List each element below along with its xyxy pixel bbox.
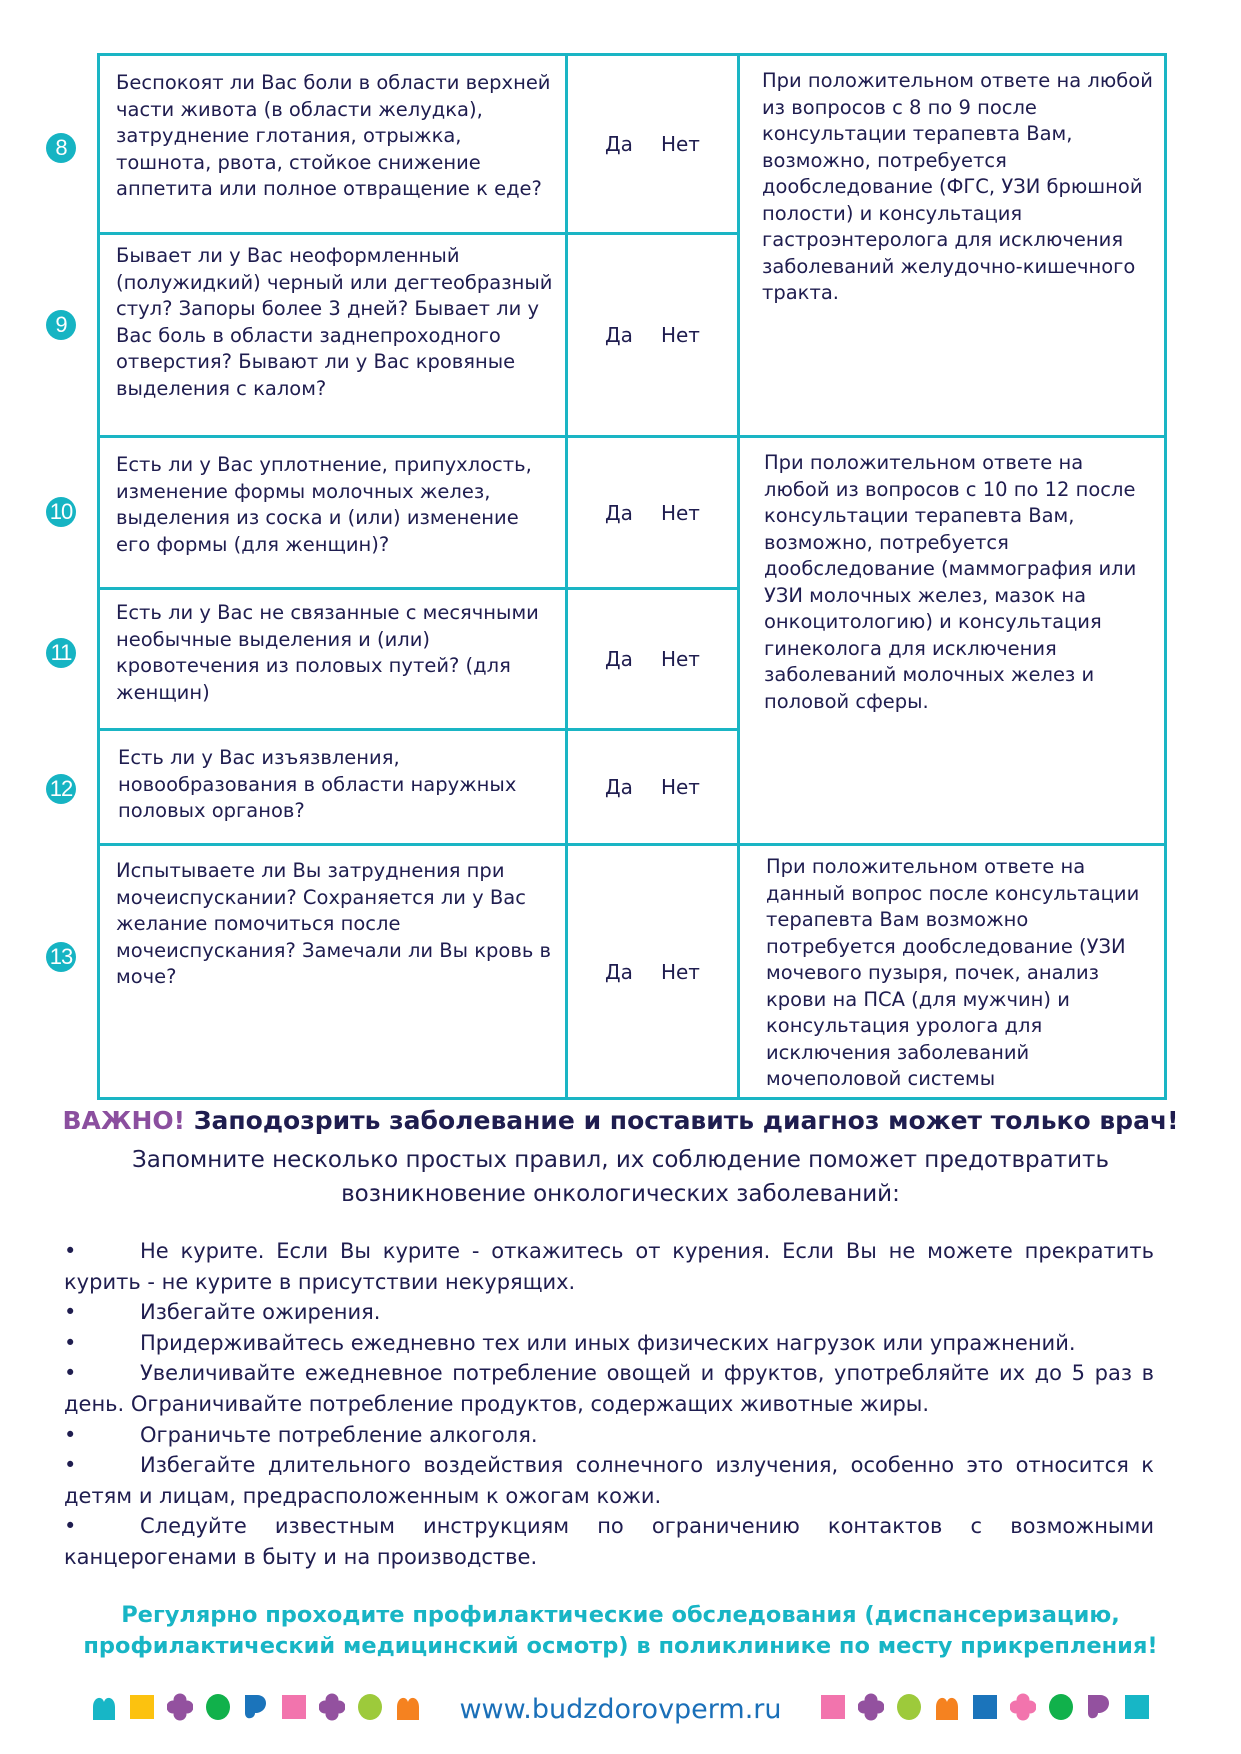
list-item (64, 1450, 1154, 1511)
bullet-icon: • (64, 1361, 77, 1386)
drop-shape-icon (243, 1693, 269, 1725)
prevention-rules-list (64, 1236, 1154, 1573)
answer-no[interactable]: Нет (660, 132, 700, 156)
answer-yes[interactable]: Да (605, 647, 633, 671)
question-number-badge: 13 (46, 942, 76, 972)
decorative-shapes-right (820, 1693, 1150, 1725)
answer-yes[interactable]: Да (605, 132, 633, 156)
rule-text: Ограничьте потребление алкоголя. (140, 1422, 538, 1447)
answer-choice (568, 731, 737, 843)
list-item (64, 1358, 1154, 1419)
list-item (64, 1297, 1154, 1328)
rule-text: Следуйте известным инструкциям по ограничению контактов с возможными канцерогенами в быту и на производстве. (64, 1514, 1154, 1569)
drop-shape-icon (1086, 1693, 1112, 1725)
square-shape-icon (1124, 1693, 1150, 1725)
decorative-shapes-left (91, 1693, 421, 1725)
cta-line: профилактический медицинский осмотр) в поликлинике по месту прикрепления! (83, 1633, 1158, 1659)
answer-yes[interactable]: Да (605, 323, 633, 347)
question-text: Беспокоят ли Вас боли в области верхней части живота (в области желудка), затруднение глотания, отрыжка, тошнота, рвота, стойкое снижение аппетита или полное отвращение к еде? (116, 71, 551, 200)
heart-shape-icon (934, 1693, 960, 1725)
answer-no[interactable]: Нет (660, 959, 700, 984)
question-text: Есть ли у Вас уплотнение, припухлость, изменение формы молочных желез, выделения из соска и (или) изменение его формы (для женщин)? (116, 453, 532, 556)
flower-shape-icon (1010, 1693, 1036, 1725)
question-text: Есть ли у Вас не связанные с месячными необычные выделения и (или) кровотечения из половых путей? (для женщин) (116, 601, 539, 704)
question-number-badge: 8 (46, 133, 76, 163)
rules-intro (0, 1143, 1241, 1211)
bullet-icon: • (64, 1330, 77, 1355)
list-item (64, 1420, 1154, 1451)
circle-shape-icon (205, 1693, 231, 1725)
answer-choice (568, 438, 737, 587)
bullet-icon: • (64, 1239, 77, 1263)
bullet-icon: • (64, 1453, 77, 1478)
bullet-icon: • (64, 1514, 77, 1539)
square-shape-icon (820, 1693, 846, 1725)
cta-line: Регулярно проходите профилактические обследования (диспансеризацию, (121, 1602, 1120, 1628)
answer-no[interactable]: Нет (660, 323, 700, 347)
question-number-badge: 11 (46, 638, 76, 668)
list-item (64, 1328, 1154, 1359)
rule-text: Придерживайтесь ежедневно тех или иных физических нагрузок или упражнений. (140, 1330, 1076, 1355)
answer-yes[interactable]: Да (605, 500, 633, 525)
important-notice (0, 1106, 1241, 1135)
answer-choice (568, 846, 737, 1097)
answer-yes[interactable]: Да (605, 959, 633, 984)
question-number-badge: 12 (46, 774, 76, 804)
question-number-badge: 10 (46, 497, 76, 527)
list-item (64, 1236, 1154, 1297)
important-text: Заподозрить заболевание и поставить диагноз может только врач! (185, 1106, 1179, 1135)
answer-choice (568, 56, 737, 232)
rule-text: Избегайте длительного воздействия солнечного излучения, особенно это относится к детям и лицам, предрасположенным к ожогам кожи. (64, 1453, 1154, 1508)
website-link[interactable]: www.budzdorovperm.ru (459, 1693, 782, 1725)
footer-brand-row (0, 1692, 1241, 1726)
answer-no[interactable]: Нет (660, 647, 700, 671)
circle-shape-icon (357, 1693, 383, 1725)
rule-text: Увеличивайте ежедневное потребление овощей и фруктов, употребляйте их до 5 раз в день. Ограничивайте потребление продуктов, содержащих животные жиры. (64, 1361, 1154, 1416)
question-text: Есть ли у Вас изъязвления, новообразования в области наружных половых органов? (118, 746, 517, 822)
square-shape-icon (129, 1693, 155, 1725)
bullet-icon: • (64, 1300, 77, 1325)
intro-line: возникновение онкологических заболеваний: (341, 1181, 900, 1207)
answer-choice (568, 590, 737, 728)
question-text: Испытываете ли Вы затруднения при мочеиспускании? Сохраняется ли у Вас желание помочиться после мочеиспускания? Замечали ли Вы кровь в моче? (116, 859, 552, 988)
answer-yes[interactable]: Да (605, 775, 633, 799)
heart-shape-icon (395, 1693, 421, 1725)
rule-text: Не курите. Если Вы курите - откажитесь от курения. Если Вы не можете прекратить курить - не курите в присутствии некурящих. (64, 1239, 1154, 1294)
recommendation-text: При положительном ответе на данный вопрос после консультации терапевта Вам возможно потребуется дообследование (УЗИ мочевого пузыря, почек, анализ крови на ПСА (для мужчин) и консультация уролога для исключения заболеваний мочеполовой системы (766, 855, 1140, 1090)
recommendation-text: При положительном ответе на любой из вопросов с 10 по 12 после консультации терапевта Вам, возможно, потребуется дообследование (маммография или УЗИ молочных желез, мазок на онкоцитологию) и консультация гинеколога для исключения заболеваний молочных желез и половой сферы. (764, 451, 1137, 713)
rule-text: Избегайте ожирения. (140, 1300, 381, 1325)
square-shape-icon (972, 1693, 998, 1725)
important-label: ВАЖНО! (62, 1106, 186, 1135)
recommendation-text: При положительном ответе на любой из вопросов с 8 по 9 после консультации терапевта Вам, возможно, потребуется дообследование (ФГС, УЗИ брюшной полости) и консультация гастроэнтеролога для исключения заболеваний желудочно-кишечного тракта. (762, 69, 1153, 304)
circle-shape-icon (896, 1693, 922, 1725)
flower-shape-icon (319, 1693, 345, 1725)
answer-no[interactable]: Нет (660, 500, 700, 525)
answer-no[interactable]: Нет (660, 775, 700, 799)
flower-shape-icon (167, 1693, 193, 1725)
square-shape-icon (281, 1693, 307, 1725)
heart-shape-icon (91, 1693, 117, 1725)
bullet-icon: • (64, 1422, 77, 1447)
flower-shape-icon (858, 1693, 884, 1725)
call-to-action (0, 1600, 1241, 1662)
intro-line: Запомните несколько простых правил, их соблюдение поможет предотвратить (131, 1147, 1110, 1173)
list-item (64, 1511, 1154, 1572)
questionnaire-table (97, 53, 1167, 1100)
circle-shape-icon (1048, 1693, 1074, 1725)
question-number-badge: 9 (46, 310, 76, 340)
answer-choice (568, 235, 737, 435)
question-text: Бывает ли у Вас неоформленный (полужидкий) черный или дегтеобразный стул? Запоры более 3 дней? Бывает ли у Вас боль в области заднепроходного отверстия? Бывают ли у Вас кровяные выделения с калом? (116, 244, 553, 400)
